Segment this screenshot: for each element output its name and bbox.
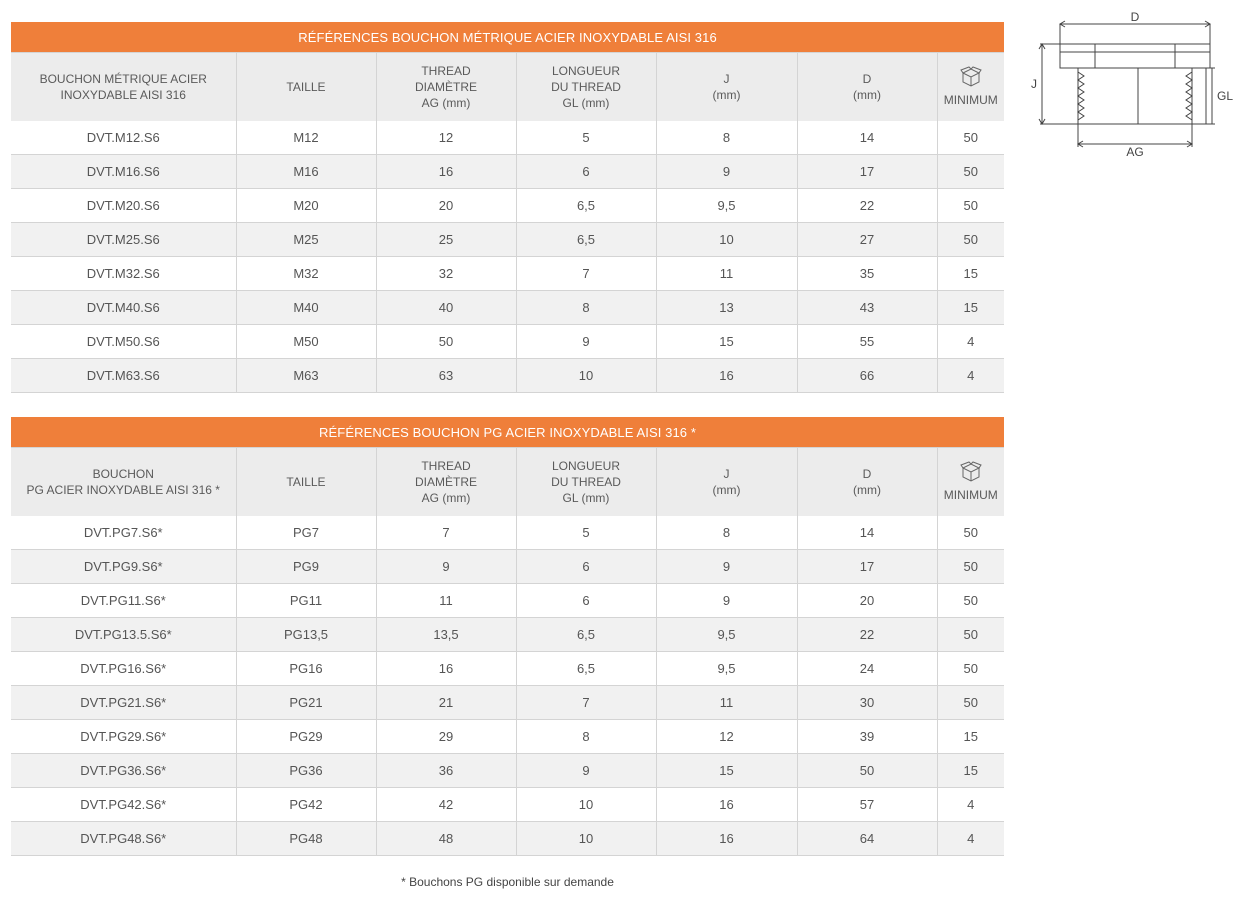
table-cell: 4 <box>937 359 1004 393</box>
table-row <box>11 121 1004 155</box>
table-cell: PG11 <box>236 584 376 618</box>
table-cell: PG7 <box>236 516 376 550</box>
table-cell: 13,5 <box>376 618 516 652</box>
table-cell: 8 <box>656 121 797 155</box>
table-header-row <box>11 53 1004 122</box>
table-cell: 4 <box>937 788 1004 822</box>
table-cell: 50 <box>376 325 516 359</box>
table-cell: 22 <box>797 189 937 223</box>
table-cell: 40 <box>376 291 516 325</box>
column-header: BOUCHON MÉTRIQUE ACIER INOXYDABLE AISI 316 <box>11 53 236 122</box>
table-cell: DVT.M25.S6 <box>11 223 236 257</box>
table-cell: 5 <box>516 516 656 550</box>
table-cell: 39 <box>797 720 937 754</box>
table-cell: 50 <box>937 652 1004 686</box>
column-header: TAILLE <box>236 53 376 122</box>
footnote: * Bouchons PG disponible sur demande <box>401 875 614 889</box>
table-cell: DVT.M20.S6 <box>11 189 236 223</box>
table-cell: 16 <box>656 788 797 822</box>
table-cell: 50 <box>937 584 1004 618</box>
table-row <box>11 189 1004 223</box>
table-cell: 9 <box>656 155 797 189</box>
table-cell: 55 <box>797 325 937 359</box>
table-cell: 15 <box>656 754 797 788</box>
table-cell: 12 <box>656 720 797 754</box>
table-cell: 10 <box>516 822 656 856</box>
column-header: MINIMUM <box>937 53 1004 122</box>
table-cell: 24 <box>797 652 937 686</box>
table-header-row <box>11 448 1004 517</box>
column-header: TAILLE <box>236 448 376 517</box>
column-header: D (mm) <box>797 53 937 122</box>
table-cell: DVT.M12.S6 <box>11 121 236 155</box>
table-cell: 4 <box>937 822 1004 856</box>
table-cell: 50 <box>937 550 1004 584</box>
table-cell: 7 <box>516 257 656 291</box>
table-cell: 50 <box>937 686 1004 720</box>
table-cell: M12 <box>236 121 376 155</box>
table-cell: 17 <box>797 550 937 584</box>
column-header: MINIMUM <box>937 448 1004 517</box>
table-cell: 50 <box>937 516 1004 550</box>
table-cell: 27 <box>797 223 937 257</box>
table-cell: M40 <box>236 291 376 325</box>
table-row <box>11 223 1004 257</box>
table-cell: DVT.PG29.S6* <box>11 720 236 754</box>
table-cell: 15 <box>937 754 1004 788</box>
diagram-label-d: D <box>1130 12 1140 24</box>
column-header: LONGUEUR DU THREAD GL (mm) <box>516 448 656 517</box>
table-cell: 50 <box>937 189 1004 223</box>
table-body <box>11 516 1004 856</box>
table-cell: 10 <box>516 788 656 822</box>
pg-plug-table <box>11 417 1004 856</box>
table-cell: 35 <box>797 257 937 291</box>
table-row <box>11 822 1004 856</box>
column-header: THREAD DIAMÈTRE AG (mm) <box>376 448 516 517</box>
table-cell: DVT.M50.S6 <box>11 325 236 359</box>
table-cell: 16 <box>376 155 516 189</box>
table-cell: 12 <box>376 121 516 155</box>
table-cell: M63 <box>236 359 376 393</box>
table-row <box>11 550 1004 584</box>
table-cell: M32 <box>236 257 376 291</box>
column-header: D (mm) <box>797 448 937 517</box>
table-row <box>11 754 1004 788</box>
table-row <box>11 788 1004 822</box>
metric-plug-table <box>11 22 1004 393</box>
table-row <box>11 618 1004 652</box>
table-cell: 7 <box>516 686 656 720</box>
table-cell: 29 <box>376 720 516 754</box>
table-cell: 6,5 <box>516 618 656 652</box>
table-cell: 14 <box>797 121 937 155</box>
plug-dimension-diagram <box>1030 12 1235 157</box>
diagram-label-ag: AG <box>1126 145 1144 157</box>
table-cell: DVT.PG9.S6* <box>11 550 236 584</box>
table-cell: 16 <box>656 359 797 393</box>
table-row <box>11 359 1004 393</box>
column-header: LONGUEUR DU THREAD GL (mm) <box>516 53 656 122</box>
table-cell: DVT.M63.S6 <box>11 359 236 393</box>
table-cell: 16 <box>376 652 516 686</box>
table-cell: 7 <box>376 516 516 550</box>
table-cell: M25 <box>236 223 376 257</box>
table-cell: 6 <box>516 584 656 618</box>
table-body <box>11 121 1004 393</box>
table-cell: 42 <box>376 788 516 822</box>
table-title: RÉFÉRENCES BOUCHON PG ACIER INOXYDABLE AISI 316 * <box>11 417 1004 448</box>
table-cell: 14 <box>797 516 937 550</box>
table-row <box>11 291 1004 325</box>
table-cell: DVT.M16.S6 <box>11 155 236 189</box>
table-cell: 20 <box>797 584 937 618</box>
table-cell: 15 <box>937 291 1004 325</box>
table-cell: 48 <box>376 822 516 856</box>
diagram-label-gl: GL <box>1217 89 1234 103</box>
table-cell: DVT.PG48.S6* <box>11 822 236 856</box>
table-cell: 64 <box>797 822 937 856</box>
box-icon <box>960 461 982 483</box>
table-cell: 5 <box>516 121 656 155</box>
table-cell: DVT.PG42.S6* <box>11 788 236 822</box>
diagram-label-j: J <box>1031 77 1037 91</box>
table-cell: 32 <box>376 257 516 291</box>
table-row <box>11 686 1004 720</box>
table-cell: 9 <box>376 550 516 584</box>
table-cell: PG21 <box>236 686 376 720</box>
table-cell: 8 <box>516 291 656 325</box>
table-title: RÉFÉRENCES BOUCHON MÉTRIQUE ACIER INOXYDABLE AISI 316 <box>11 22 1004 53</box>
table-cell: 21 <box>376 686 516 720</box>
table-cell: DVT.PG16.S6* <box>11 652 236 686</box>
table-row <box>11 257 1004 291</box>
table-cell: M16 <box>236 155 376 189</box>
table-cell: DVT.PG7.S6* <box>11 516 236 550</box>
table-cell: 50 <box>937 618 1004 652</box>
table-row <box>11 584 1004 618</box>
table-cell: 13 <box>656 291 797 325</box>
table-cell: 15 <box>656 325 797 359</box>
table-cell: PG13,5 <box>236 618 376 652</box>
table-cell: 57 <box>797 788 937 822</box>
table-cell: PG36 <box>236 754 376 788</box>
table-cell: 50 <box>797 754 937 788</box>
table-cell: 43 <box>797 291 937 325</box>
table-cell: DVT.PG11.S6* <box>11 584 236 618</box>
table-cell: 6,5 <box>516 189 656 223</box>
table-cell: DVT.PG21.S6* <box>11 686 236 720</box>
table-cell: DVT.M32.S6 <box>11 257 236 291</box>
table-cell: DVT.PG13.5.S6* <box>11 618 236 652</box>
table-row <box>11 516 1004 550</box>
table-cell: 9,5 <box>656 652 797 686</box>
table-cell: M50 <box>236 325 376 359</box>
table-cell: 11 <box>656 257 797 291</box>
table-cell: 9,5 <box>656 189 797 223</box>
table-cell: PG48 <box>236 822 376 856</box>
table-cell: 50 <box>937 121 1004 155</box>
table-cell: 9 <box>656 584 797 618</box>
table-cell: 4 <box>937 325 1004 359</box>
table-cell: 22 <box>797 618 937 652</box>
table-row <box>11 652 1004 686</box>
table-row <box>11 720 1004 754</box>
table-cell: 15 <box>937 257 1004 291</box>
table-cell: 6,5 <box>516 652 656 686</box>
table-cell: 9,5 <box>656 618 797 652</box>
table-cell: M20 <box>236 189 376 223</box>
table-cell: DVT.M40.S6 <box>11 291 236 325</box>
table-cell: 9 <box>656 550 797 584</box>
box-icon <box>960 66 982 88</box>
column-header: J (mm) <box>656 448 797 517</box>
table-cell: 10 <box>656 223 797 257</box>
table-cell: 16 <box>656 822 797 856</box>
table-cell: DVT.PG36.S6* <box>11 754 236 788</box>
table-cell: 36 <box>376 754 516 788</box>
table-cell: 50 <box>937 155 1004 189</box>
column-header: BOUCHON PG ACIER INOXYDABLE AISI 316 * <box>11 448 236 517</box>
table-cell: 30 <box>797 686 937 720</box>
table-cell: 20 <box>376 189 516 223</box>
table-row <box>11 325 1004 359</box>
column-header: J (mm) <box>656 53 797 122</box>
table-cell: 15 <box>937 720 1004 754</box>
table-row <box>11 155 1004 189</box>
table-cell: 10 <box>516 359 656 393</box>
table-cell: 9 <box>516 325 656 359</box>
table-cell: 9 <box>516 754 656 788</box>
table-cell: 63 <box>376 359 516 393</box>
table-cell: 8 <box>656 516 797 550</box>
table-cell: 11 <box>656 686 797 720</box>
table-cell: 50 <box>937 223 1004 257</box>
table-cell: 17 <box>797 155 937 189</box>
table-cell: PG42 <box>236 788 376 822</box>
table-cell: PG16 <box>236 652 376 686</box>
table-cell: PG29 <box>236 720 376 754</box>
table-cell: 11 <box>376 584 516 618</box>
column-header: THREAD DIAMÈTRE AG (mm) <box>376 53 516 122</box>
table-cell: 66 <box>797 359 937 393</box>
table-cell: 6 <box>516 155 656 189</box>
table-cell: PG9 <box>236 550 376 584</box>
table-cell: 25 <box>376 223 516 257</box>
table-cell: 6,5 <box>516 223 656 257</box>
table-cell: 8 <box>516 720 656 754</box>
table-cell: 6 <box>516 550 656 584</box>
